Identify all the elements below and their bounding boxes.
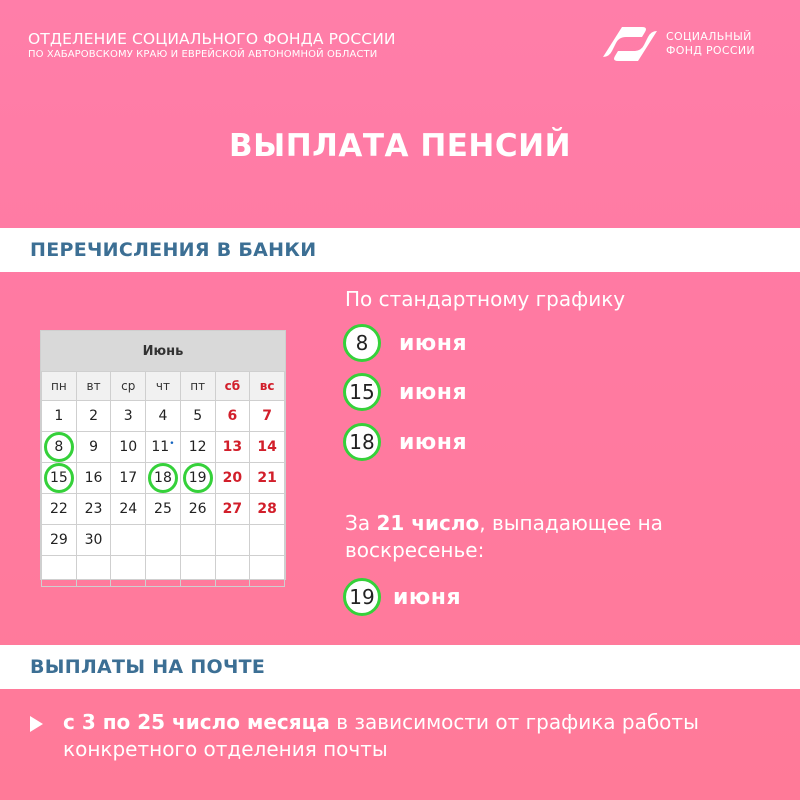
note-prefix: За [345, 511, 377, 535]
calendar-day [111, 463, 146, 494]
logo-line-2: ФОНД РОССИИ [666, 44, 755, 57]
calendar-empty-cell [76, 556, 111, 587]
post-rest: в зависимости от графика работы конкретного отделения почты [63, 710, 699, 761]
weekday-cell: ср [111, 372, 146, 401]
calendar-day [42, 401, 77, 432]
day-number: 30 [84, 532, 103, 548]
calendar-empty-cell [215, 556, 250, 587]
payment-day-ring [44, 432, 74, 462]
logo-line-1: СОЦИАЛЬНЫЙ [666, 30, 752, 43]
post-info [30, 709, 743, 763]
weekday-cell: вс [250, 372, 285, 401]
month-label: июня [399, 379, 468, 405]
day-circle: 15 [343, 373, 381, 411]
calendar-empty-cell [250, 525, 285, 556]
calendar-day [76, 525, 111, 556]
calendar-empty-cell [180, 556, 215, 587]
banks-section-header [0, 228, 800, 272]
calendar-day [76, 463, 111, 494]
calendar-day [180, 463, 215, 494]
day-number: 4 [158, 408, 168, 424]
organization-name [28, 30, 396, 61]
day-circle: 18 [343, 423, 381, 461]
day-number: 23 [84, 501, 103, 517]
day-number: 26 [188, 501, 207, 517]
month-label: июня [393, 584, 462, 610]
payment-day-ring [44, 463, 74, 493]
sunday-note [345, 510, 765, 564]
calendar-day [146, 463, 181, 494]
calendar-week [42, 494, 285, 525]
weekday-cell: пн [42, 372, 77, 401]
day-number: 8 [54, 439, 64, 455]
note-bold: 21 число [376, 511, 480, 535]
dot-marker: • [169, 439, 175, 449]
weekday-row [42, 372, 285, 401]
calendar-day [215, 494, 250, 525]
calendar-week [42, 463, 285, 494]
calendar-week [42, 432, 285, 463]
day-number: 15 [49, 470, 68, 486]
calendar-day [42, 525, 77, 556]
banks-heading: ПЕРЕЧИСЛЕНИЯ В БАНКИ [30, 239, 317, 261]
calendar-week [42, 525, 285, 556]
day-number: 20 [222, 470, 243, 486]
calendar-day [180, 494, 215, 525]
month-label: июня [399, 429, 468, 455]
day-number: 18 [154, 470, 172, 486]
day-number: 17 [119, 470, 138, 486]
day-number: 11 [151, 439, 170, 455]
day-number: 28 [257, 501, 277, 517]
day-number: 22 [49, 501, 68, 517]
day-number: 5 [193, 408, 203, 424]
calendar-empty-cell [146, 525, 181, 556]
note-suffix: , выпадающее на воскресенье: [345, 511, 663, 562]
sfr-logo [602, 23, 755, 65]
calendar-empty-cell [146, 556, 181, 587]
calendar-empty-cell [111, 556, 146, 587]
day-number: 16 [84, 470, 103, 486]
day-number: 13 [222, 439, 243, 455]
day-number: 10 [119, 439, 138, 455]
calendar-week [42, 556, 285, 587]
calendar-day [111, 494, 146, 525]
calendar-day [250, 432, 285, 463]
calendar-day [250, 401, 285, 432]
day-number: 12 [188, 439, 207, 455]
weekday-cell: пт [180, 372, 215, 401]
day-number: 2 [89, 408, 99, 424]
payment-date [343, 423, 467, 461]
post-heading: ВЫПЛАТЫ НА ПОЧТЕ [30, 656, 266, 678]
day-circle: 8 [343, 324, 381, 362]
weekday-cell: вт [76, 372, 111, 401]
day-number: 29 [49, 532, 68, 548]
calendar-empty-cell [42, 556, 77, 587]
calendar-day [180, 432, 215, 463]
day-number: 19 [188, 470, 207, 486]
day-number: 14 [257, 439, 277, 455]
payment-day-ring [148, 463, 178, 493]
payment-date [343, 324, 467, 362]
payment-date [343, 373, 467, 411]
calendar-day [111, 432, 146, 463]
calendar-day [250, 463, 285, 494]
day-number: 1 [54, 408, 64, 424]
weekday-cell: сб [215, 372, 250, 401]
day-number: 6 [227, 408, 238, 424]
calendar-week [42, 401, 285, 432]
triangle-bullet-icon [30, 716, 43, 732]
logo-text [666, 30, 755, 58]
weekday-cell: чт [146, 372, 181, 401]
page-title: ВЫПЛАТА ПЕНСИЙ [228, 128, 572, 164]
post-bold: с 3 по 25 число месяца [63, 710, 330, 734]
calendar-day [76, 432, 111, 463]
month-label: июня [399, 330, 468, 356]
calendar-day [76, 494, 111, 525]
calendar-month: Июнь [41, 331, 285, 371]
day-number: 3 [123, 408, 133, 424]
day-number: 9 [89, 439, 99, 455]
org-line-2: ПО ХАБАРОВСКОМУ КРАЮ И ЕВРЕЙСКОЙ АВТОНОМНОЙ ОБЛАСТИ [28, 49, 378, 60]
org-line-1: ОТДЕЛЕНИЕ СОЦИАЛЬНОГО ФОНДА РОССИИ [28, 30, 396, 48]
calendar-empty-cell [250, 556, 285, 587]
calendar-day [146, 494, 181, 525]
calendar-empty-cell [215, 525, 250, 556]
calendar-empty-cell [111, 525, 146, 556]
day-number: 7 [262, 408, 272, 424]
special-payment-date [343, 578, 461, 616]
calendar-day [215, 401, 250, 432]
standard-schedule-label: По стандартному графику [345, 287, 626, 311]
calendar-day [250, 494, 285, 525]
day-number: 27 [222, 501, 243, 517]
calendar-day [180, 401, 215, 432]
calendar-day [146, 401, 181, 432]
calendar-day [146, 432, 181, 463]
day-number: 24 [119, 501, 138, 517]
post-section-header [0, 645, 800, 689]
calendar-day [42, 463, 77, 494]
day-circle: 19 [343, 578, 381, 616]
calendar-day [42, 432, 77, 463]
post-text [63, 709, 743, 763]
calendar-day [76, 401, 111, 432]
calendar-day [215, 432, 250, 463]
day-number: 25 [154, 501, 172, 517]
calendar-day [215, 463, 250, 494]
sfr-logo-icon [602, 23, 658, 65]
payment-day-ring [183, 463, 213, 493]
calendar-day [111, 401, 146, 432]
calendar-day [42, 494, 77, 525]
day-number: 21 [257, 470, 277, 486]
calendar-empty-cell [180, 525, 215, 556]
calendar-grid [41, 371, 285, 587]
june-calendar [40, 330, 286, 580]
